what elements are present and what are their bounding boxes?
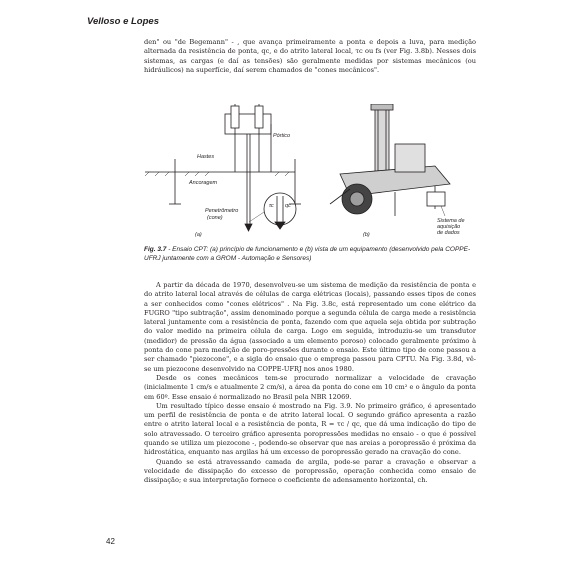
body-paragraphs — [144, 281, 476, 486]
running-header: Velloso e Lopes — [87, 16, 159, 27]
paragraph: A partir da década de 1970, desenvolveu-se um sistema de medição da resistência de ponta e do atrito lateral local através de células de carga elétricas (locais), passando esses tipos de cones a ser conhecidos como "cones elétricos" . Na Fig. 3.8c, está representado um cone elétrico da FUGRO "tipo subtração", assim denominado porque a segunda célula de carga mede a resistência lateral juntamente com a resistência de ponta, fazendo com que aquela seja obtida por subtração do valor medido na primeira célula de carga. Logo em seguida, introduziu-se um transdutor (medidor) de pressão da água (associado a um elemento poroso) colocado geralmente próximo à ponta do cone para medição de poro-pressões durante o ensaio. Este último tipo de cone passou a ser chamado "piezocone", e a sigla do ensaio que o emprega passou para CPTU. Na Fig. 3.8d, vê-se um piezocone desenvolvido na COPPE-UFRJ nos anos 1980. — [144, 281, 476, 373]
caption-label: Fig. 3.7 — [144, 246, 167, 253]
label-dados: de dados — [437, 230, 460, 236]
label-ancoragem: Ancoragem — [189, 180, 218, 186]
page-number: 42 — [106, 537, 115, 546]
label-qc: qc — [285, 203, 291, 209]
label-aquisicao: aquisição — [437, 224, 461, 230]
figure-caption — [144, 245, 474, 263]
label-cone: (cone) — [207, 215, 223, 221]
label-b: (b) — [363, 232, 370, 238]
figure-cpt — [145, 104, 471, 240]
paragraph: Um resultado típico desse ensaio é mostrado na Fig. 3.9. No primeiro gráfico, é apresentado um perfil de resistência de ponta e de atrito lateral local. O segundo gráfico apresenta a razão entre o atrito lateral local e a resistência de ponta, R = τc / qc, que dá uma indicação do tipo de solo atravessado. O terceiro gráfico apresenta poropressões medidas no ensaio - o que é possível quando se utiliza um piezocone -, podendo-se observar que nas areias a poropressão é próxima da hidrostática, enquanto nas argilas há um excesso de poropressão gerado na cravação do cone. — [144, 401, 476, 457]
paragraph: Quando se está atravessando camada de argila, pode-se parar a cravação e observar a velocidade de dissipação do excesso de poropressão, operação conhecida como ensaio de dissipação; e sua interpretação fornece o coeficiente de adensamento horizontal, ch. — [144, 457, 476, 485]
label-hastes: Hastes — [197, 154, 215, 160]
caption-text: - Ensaio CPT: (a) princípio de funcionamento e (b) vista de um equipamento (desenvolvido pela COPPE-UFRJ juntamente com a GROM - Automação e Sensores) — [144, 246, 471, 262]
label-a: (a) — [195, 232, 202, 238]
paragraph-intro: den" ou "de Begemann" - , que avança primeiramente a ponta e depois a luva, para medição alternada da resistência de ponta, qc, e do atrito lateral local, τc ou fs (ver Fig. 3.8b). Nesses dois sistemas, as cargas (e daí as tensões) são geralmente medidas por sistemas mecânicos (ou hidráulicos) na superfície, daí serem chamados de "cones mecânicos". — [144, 38, 476, 74]
paragraph: Desde os cones mecânicos tem-se procurado normalizar a velocidade de cravação (inicialmente 1 cm/s e atualmente 2 cm/s), a área da ponta do cone em 10 cm² e o ângulo da ponta em 60º. Esse ensaio é normalizado no Brasil pela NBR 12069. — [144, 373, 476, 401]
label-tc: τc — [269, 203, 274, 209]
label-sistema: Sistema de — [437, 218, 465, 224]
label-penetrometro: Penetrômetro — [205, 208, 239, 214]
figure-b-equipment — [330, 104, 450, 216]
label-portico: Pórtico — [273, 133, 291, 139]
